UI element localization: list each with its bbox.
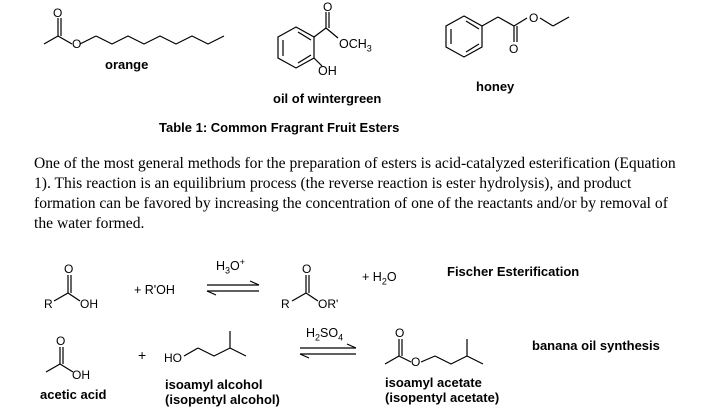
- isoamyl-acetate-ester-o: O: [411, 355, 421, 369]
- acid-carbonyl-o: O: [64, 262, 74, 276]
- fischer-catalyst-sub: 3: [225, 265, 231, 276]
- wintergreen-och3-sub: 3: [366, 43, 372, 54]
- fischer-esterification-title: Fischer Esterification: [447, 264, 580, 279]
- wintergreen-oh-label: [318, 64, 337, 78]
- generic-ester-r: R: [281, 297, 290, 311]
- banana-catalyst-sub2: 4: [338, 332, 344, 343]
- wintergreen-carbonyl-o: O: [323, 0, 333, 14]
- wintergreen-och3-text: OCH: [339, 37, 367, 51]
- generic-acid-oh: OH: [80, 297, 98, 311]
- wintergreen-oh-text: OH: [318, 64, 337, 78]
- label-honey: honey: [476, 79, 515, 94]
- isoamyl-acetate-label: isoamyl acetate: [385, 375, 482, 390]
- banana-equilibrium-arrows: [300, 344, 356, 358]
- fischer-alcohol-reagent: + R'OH: [134, 283, 175, 297]
- fischer-catalyst-o: O: [230, 259, 240, 274]
- acetic-acid-oh: OH: [72, 368, 90, 382]
- generic-acid-r: R: [44, 297, 53, 311]
- isoamyl-acetate-structure: [385, 339, 483, 364]
- acetic-acid-structure: [46, 347, 73, 372]
- isoamyl-alcohol-label: isoamyl alcohol: [165, 377, 263, 392]
- generic-acid-structure: [54, 275, 80, 301]
- body-paragraph: One of the most general methods for the preparation of esters is acid-catalyzed esterification (Equation 1). This reaction is an equilibrium process (the reverse reaction is ester hydrolysis), and product formation can be favored by increasing the concentration of one of the reactants and/or by removal of the water formed.: [34, 155, 676, 232]
- fischer-catalyst-h: H: [216, 259, 226, 274]
- orange-ester-structure: [44, 18, 224, 44]
- orange-ester-o: O: [72, 37, 82, 51]
- isoamyl-alcohol-ho: HO: [164, 351, 182, 365]
- honey-ester-o: O: [529, 11, 539, 25]
- water-sub: 2: [381, 276, 387, 287]
- isoamyl-alcohol-alt-label: (isopentyl alcohol): [165, 392, 280, 407]
- fischer-equilibrium-arrows: [207, 281, 259, 295]
- banana-catalyst-so: SO: [320, 326, 339, 340]
- label-orange: orange: [105, 57, 149, 72]
- ester-carbonyl-o: O: [302, 262, 312, 276]
- reaction-plus: +: [138, 347, 147, 363]
- acetic-carbonyl-o: O: [56, 334, 66, 348]
- honey-ester-structure: [446, 16, 569, 57]
- banana-catalyst-h: H: [306, 326, 316, 340]
- fischer-catalyst-sup: +: [239, 257, 246, 267]
- fischer-catalyst: [216, 257, 245, 276]
- water-byproduct: [362, 270, 397, 287]
- orange-carbonyl-o: O: [53, 6, 63, 20]
- banana-catalyst-sub: 2: [315, 332, 321, 343]
- banana-catalyst: [306, 326, 343, 343]
- table-caption: Table 1: Common Fragrant Fruit Esters: [159, 120, 400, 135]
- generic-ester-structure: [292, 275, 318, 301]
- honey-carbonyl-o: O: [509, 42, 519, 56]
- water-prefix: + H: [362, 270, 382, 284]
- label-oil-of-wintergreen: oil of wintergreen: [273, 91, 382, 106]
- banana-oil-synthesis-title: banana oil synthesis: [532, 338, 660, 353]
- isoamyl-acetate-alt-label: (isopentyl acetate): [385, 390, 500, 405]
- isoamyl-alcohol-structure: [184, 331, 246, 356]
- acetic-acid-label: acetic acid: [40, 387, 107, 402]
- isoamyl-acetate-carbonyl-o: O: [395, 326, 405, 340]
- wintergreen-structure: [278, 12, 338, 68]
- water-o: O: [386, 270, 397, 284]
- wintergreen-och3-label: [339, 37, 372, 54]
- generic-ester-or: OR': [318, 297, 339, 311]
